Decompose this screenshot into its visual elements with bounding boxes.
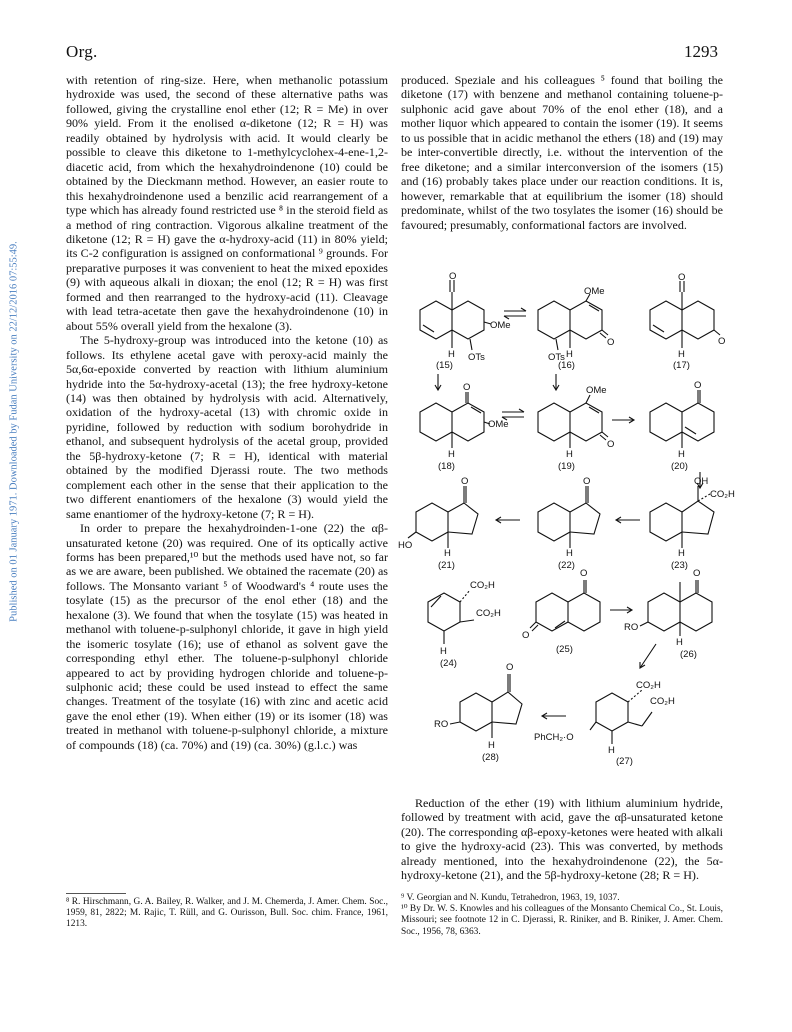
methoxy-label: OMe bbox=[586, 385, 607, 396]
compound-27 bbox=[534, 680, 675, 767]
hydrogen-label: H bbox=[566, 349, 573, 360]
oxygen-label: O bbox=[449, 271, 457, 282]
paragraph: The 5-hydroxy-group was introduced into the ketone (10) as follows. Its ethylene acetal gave with peroxy-acid mainly the 5α,6α-epoxide converted by reaction with lithium aluminium hydride into the 5α-hydroxy-acetal (13); the free hydroxy-ketone (14) was then obtained by hydrolysis with acid. Alternatively, oxidation of the hydroxy-acetal (13) with chromic oxide in pyridine, followed by reduction with sodium borohydride in ethanol, and subsequent hydrolysis of the acetal group, provided the 5β-hydroxy-ketone (7; R = H), identical with material obtained by the modified Djerassi route. The two methods complement each other in the sense that their application to the two different enantiomers of the hexalone (3) would yield the same enantiomer of the hydroxy-ketone (7; R = H). bbox=[66, 333, 388, 521]
compound-18 bbox=[420, 382, 509, 472]
hydrogen-label: H bbox=[608, 745, 615, 756]
compound-label: (28) bbox=[482, 752, 499, 763]
reaction-arrow bbox=[612, 417, 634, 423]
left-column bbox=[66, 73, 388, 752]
hydrogen-label: H bbox=[676, 637, 683, 648]
compound-21 bbox=[398, 476, 478, 571]
footnotes-left bbox=[66, 897, 388, 931]
carboxylic-acid-label: CO₂H bbox=[650, 696, 675, 707]
oxygen-label: O bbox=[607, 337, 615, 348]
paragraph: Reduction of the ether (19) with lithium aluminium hydride, followed by treatment with acid, gave the αβ-unsaturated ketone (20). The corresponding αβ-epoxy-ketones were heated with alkali to give the hydroxy-acid (23). This was converted, by methods already mentioned, into the hexahydroindenone (22), the 5α-hydroxy-ketone (21), and the 5β-hydroxy-ketone (28; R = H). bbox=[401, 796, 723, 883]
oxygen-label: O bbox=[463, 382, 471, 393]
compound-label: (23) bbox=[671, 560, 688, 571]
alkoxy-label: RO bbox=[434, 719, 449, 730]
compound-label: (24) bbox=[440, 658, 457, 669]
oxygen-label: O bbox=[607, 439, 615, 450]
reaction-scheme-svg bbox=[398, 271, 735, 784]
compound-15 bbox=[420, 271, 511, 371]
oxygen-label: O bbox=[693, 568, 701, 579]
compound-label: (25) bbox=[556, 644, 573, 655]
paragraph: with retention of ring-size. Here, when methanolic potassium hydroxide was used, the second of these alternative paths was followed, giving the crystalline enol ether (12; R = Me) in over 90% yield. From it the enolised α-diketone (12; R = H) was readily obtained by hydrolysis with acid. It would clearly be possible to cleave this diketone to 1-methylcyclohex-4-ene-1,2-diacetic acid, from which the hexahydroindenone (10) could be obtained by the Dieckmann method. However, an easier route to this hexahydroindenone used a benzilic acid rearrangement of a type which has already found restricted use ⁸ in the steroid field as a method of ring contraction. Vigorous alkaline treatment of the diketone (12; R = H) gave the α-hydroxy-acid (11) in 80% yield; its C-2 configuration is assigned on conformational ⁹ grounds. For preparative purposes it was convenient to heat the mixed epoxides (9) with aqueous alkali in dioxan; the enol (12; R = H) was first formed and then rearranged to the hydroxy-acid (11). Cleavage with lead tetra-acetate then gave the hexahydroindenone (10) in about 55% overall yield from the hexalone (3). bbox=[66, 73, 388, 333]
compound-label: (17) bbox=[673, 360, 690, 371]
hydrogen-label: H bbox=[678, 449, 685, 460]
hydrogen-label: H bbox=[448, 349, 455, 360]
oxygen-label: O bbox=[522, 630, 530, 641]
paragraph: produced. Speziale and his colleagues ⁵ found that boiling the diketone (17) with benzene and methanol containing toluene-p-sulphonic acid gave about 70% of the enol ether (18), and a mother liquor which appeared to contain the isomer (19). It seems to us possible that in acidic methanol the ethers (18) and (19) may be inter-convertible directly, i.e. without the intervention of the free diketone; and a similar interconversion of the isomers (15) and (16) probably takes place under our reaction conditions. It is, however, remarkable that at equilibrium the isomer (18) should predominate, whilst of the two tosylates the isomer (16) should be favoured; presumably, conformational factors are involved. bbox=[401, 73, 723, 232]
reaction-arrow bbox=[496, 517, 520, 523]
compound-label: (20) bbox=[671, 461, 688, 472]
benzyloxy-label: PhCH₂·O bbox=[534, 732, 574, 743]
compound-26 bbox=[624, 568, 712, 660]
reaction-arrow bbox=[610, 607, 632, 613]
oxygen-label: O bbox=[694, 380, 702, 391]
oxygen-label: O bbox=[583, 476, 591, 487]
hydrogen-label: H bbox=[566, 548, 573, 559]
compound-24 bbox=[428, 580, 501, 669]
hydrogen-label: H bbox=[444, 548, 451, 559]
compound-25 bbox=[522, 568, 600, 655]
paragraph: In order to prepare the hexahydroinden-1-one (22) the αβ-unsaturated ketone (20) was required. One of its optically active forms has been prepared,¹⁰ but the methods used have not, so far as we are aware, been published. We obtained the racemate (20) as follows. The Monsanto variant ⁵ of Woodward's ⁴ route uses the tosylate (15) as the precursor of the enol ether (18) and the hexalone (3). We found that when the tosylate (15) was heated in methanol with toluene-p-sulphonyl chloride, it gave in high yield the isomeric tosylate (16); use of ethanol as solvent gave the corresponding ethyl ether. The toluene-p-sulphonyl chloride appeared to act by providing hydrogen chloride and toluene-p-sulphonic acid; these could be used instead to effect the same changes. Treatment of the tosylate (16) with zinc and acetic acid gave the enol ether (19). When either (19) or its isomer (18) was treated in methanol with toluene-p-sulphonyl chloride, a mixture of compounds (18) (ca. 70%) and (19) (ca. 30%) (g.l.c.) was bbox=[66, 521, 388, 752]
hydrogen-label: H bbox=[678, 349, 685, 360]
hydrogen-label: H bbox=[440, 646, 447, 657]
carboxylic-acid-label: CO₂H bbox=[710, 489, 735, 500]
compound-label: (19) bbox=[558, 461, 575, 472]
journal-section: Org. bbox=[66, 42, 98, 61]
compound-28 bbox=[434, 662, 522, 763]
footnote-rule bbox=[66, 893, 126, 894]
footnote: ¹⁰ By Dr. W. S. Knowles and his colleagues of the Monsanto Chemical Co., St. Louis, Missouri; see footnote 12 in C. Djerassi, R. Riniker, and B. Riniker, J. Amer. Chem. Soc., 1956, 78, 6363. bbox=[401, 904, 723, 937]
compound-19 bbox=[538, 385, 614, 472]
reaction-arrow bbox=[616, 517, 640, 523]
right-column-bottom bbox=[401, 796, 723, 883]
compound-label: (16) bbox=[558, 360, 575, 371]
equilibrium-arrow bbox=[502, 409, 524, 420]
right-column-top bbox=[401, 73, 723, 232]
equilibrium-arrow bbox=[504, 308, 526, 319]
footnotes-right bbox=[401, 893, 723, 938]
hydrogen-label: H bbox=[448, 449, 455, 460]
alkoxy-label: RO bbox=[624, 622, 639, 633]
reaction-arrow bbox=[435, 374, 559, 390]
carboxylic-acid-label: CO₂H bbox=[470, 580, 495, 591]
compound-23 bbox=[650, 476, 735, 571]
hydroxy-label: HO bbox=[398, 540, 413, 551]
methoxy-label: OMe bbox=[488, 419, 509, 430]
methoxy-label: OMe bbox=[584, 286, 605, 297]
compound-20 bbox=[650, 380, 714, 472]
footnote: ⁸ R. Hirschmann, G. A. Bailey, R. Walker, and J. M. Chemerda, J. Amer. Chem. Soc., 1959, 81, 2822; M. Rajic, T. Rüll, and G. Ourisson, Bull. Soc. chim. France, 1961, 1213. bbox=[66, 897, 388, 930]
reaction-scheme bbox=[398, 271, 735, 784]
oxygen-label: O bbox=[678, 272, 686, 283]
footnote: ⁹ V. Georgian and N. Kundu, Tetrahedron, 1963, 19, 1037. bbox=[401, 893, 620, 903]
tosyl-label: OTs bbox=[468, 352, 485, 363]
download-watermark bbox=[6, 200, 22, 670]
hydrogen-label: H bbox=[488, 740, 495, 751]
methoxy-label: OMe bbox=[490, 320, 511, 331]
compound-label: (22) bbox=[558, 560, 575, 571]
oxygen-label: O bbox=[718, 336, 726, 347]
carboxylic-acid-label: CO₂H bbox=[636, 680, 661, 691]
hydroxyl-label: OH bbox=[694, 476, 709, 487]
download-notice: Published on 01 January 1971. Downloaded by Fudan University on 22/12/2016 07:55:49. bbox=[8, 241, 20, 622]
reaction-arrow bbox=[542, 713, 566, 719]
hydrogen-label: H bbox=[678, 548, 685, 559]
tosyl-label: OTs bbox=[548, 352, 565, 363]
compound-label: (27) bbox=[616, 756, 633, 767]
hydrogen-label: H bbox=[566, 449, 573, 460]
oxygen-label: O bbox=[506, 662, 514, 673]
carboxylic-acid-label: CO₂H bbox=[476, 608, 501, 619]
reaction-arrow bbox=[640, 644, 656, 668]
compound-17 bbox=[650, 272, 725, 371]
compound-label: (26) bbox=[680, 649, 697, 660]
oxygen-label: O bbox=[461, 476, 469, 487]
compound-label: (15) bbox=[436, 360, 453, 371]
oxygen-label: O bbox=[580, 568, 588, 579]
compound-label: (21) bbox=[438, 560, 455, 571]
compound-22 bbox=[538, 476, 600, 571]
compound-label: (18) bbox=[438, 461, 455, 472]
compound-16 bbox=[538, 286, 614, 371]
page-number: 1293 bbox=[684, 42, 718, 61]
